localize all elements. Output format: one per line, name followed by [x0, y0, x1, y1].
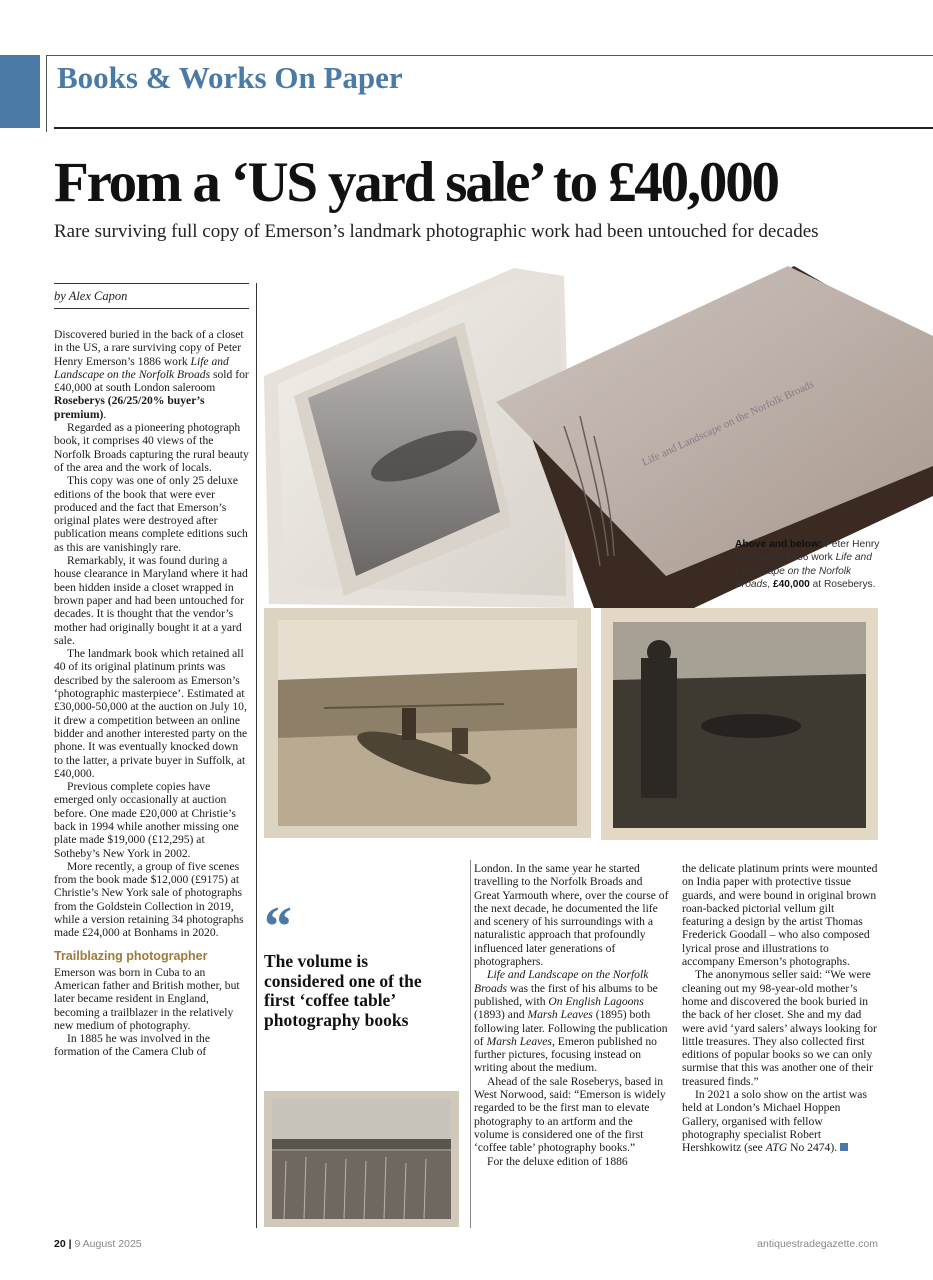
paragraph: London. In the same year he started travelling to the Norfolk Broads and Great Yarmouth where, over the course of the next decade, he documented the life and scenery of his surroundings with a naturalistic approach that profoundly influenced later generations of photographers.: [474, 862, 669, 969]
paragraph: In 2021 a solo show on the artist was held at London’s Michael Hoppen Gallery, organised with fellow photography specialist Robert Hershkowitz (see ATG No 2474).: [682, 1088, 867, 1155]
article-column-4: [682, 862, 878, 1155]
byline-rule-bottom: [54, 308, 249, 309]
paragraph: Regarded as a pioneering photograph book, it comprises 40 views of the Norfolk Broads capturing the rural beauty of the area and the work of locals.: [54, 421, 249, 474]
page-number: 20: [54, 1238, 66, 1250]
photo-caption: Above and below: Peter Henry Emerson’s 1886 work Life and Landscape on the Norfolk Broads, £40,000 at Roseberys.: [735, 539, 880, 590]
footer-page-info: [54, 1238, 142, 1250]
paragraph: Discovered buried in the back of a closet in the US, a rare surviving copy of Peter Henry Emerson’s 1886 work Life and Landscape on the Norfolk Broads sold for £40,000 at south London saleroom Roseberys (26/25/20% buyer’s premium).: [54, 328, 249, 421]
section-color-tab: [0, 55, 40, 128]
paragraph: Remarkably, it was found during a house clearance in Maryland where it had been hidden inside a closet wrapped in brown paper and had been untouched for decades. It is thought that the vendor’s mother had originally bought it at a yard sale.: [54, 554, 248, 647]
rowing-photo: [264, 608, 591, 838]
footer-website[interactable]: antiquestradegazette.com: [757, 1238, 878, 1250]
header-rule: [54, 127, 933, 129]
headline: From a ‘US yard sale’ to £40,000: [54, 151, 778, 214]
end-mark: [840, 1143, 848, 1151]
paragraph: The anonymous seller said: “We were cleaning out my 98-year-old mother’s home and discovered the book buried in the back of her closet. She and my dad were avid ‘yard salers’ always looking for little treasures. They also collected first editions of popular books so we can only surmise that this was another one of their treasured finds.”: [682, 968, 877, 1088]
paragraph: Emerson was born in Cuba to an American father and British mother, but later became resident in England, becoming a trailblazer in the relatively new medium of photography.: [54, 965, 240, 1032]
reeds-photo: [264, 1091, 459, 1227]
paragraph: Ahead of the sale Roseberys, based in West Norwood, said: “Emerson is widely regarded to be the first man to elevate photography to an artform and the volume is considered one of the first ‘coffee table’ photography books.”: [474, 1074, 666, 1155]
subheading: Trailblazing photographer: [54, 948, 208, 963]
byline: by Alex Capon: [54, 289, 128, 303]
boatman-photo: [601, 608, 878, 840]
byline-rule-top: [54, 283, 249, 284]
column-rule-lower: [470, 860, 471, 1228]
issue-date: 9 August 2025: [74, 1238, 142, 1250]
paragraph: The landmark book which retained all 40 of its original platinum prints was described by the saleroom as Emerson’s ‘photographic masterpiece’. Estimated at £30,000-50,000 at the auction on July 10, it drew a competition between an online bidder and another interested party on the phone. It was eventually knocked down to the latter, a private buyer in Suffolk, at £40,000.: [54, 647, 248, 780]
paragraph: In 1885 he was involved in the formation of the Camera Club of: [54, 1032, 210, 1059]
top-rule: [46, 55, 933, 56]
quote-mark: “: [264, 896, 292, 958]
pull-quote: The volume is considered one of the first ‘coffee table’ photography books: [264, 951, 422, 1030]
footer-separator: |: [68, 1238, 72, 1250]
article-column-3: [474, 862, 670, 1168]
paragraph: Life and Landscape on the Norfolk Broads was the first of his albums to be published, with On English Lagoons (1893) and Marsh Leaves (1895) both following later. Following the publication of Marsh Leaves, Emeron published no further pictures, focusing instead on writing about the medium.: [474, 968, 668, 1075]
left-rule: [46, 55, 47, 132]
standfirst: Rare surviving full copy of Emerson’s landmark photographic work had been untouched for decades: [54, 221, 819, 242]
paragraph: For the deluxe edition of 1886: [487, 1154, 628, 1168]
paragraph: the delicate platinum prints were mounted on India paper with protective tissue guards, and were bound in original brown roan-backed pictorial vellum gilt featuring a design by the artist Thomas Frederick Goodall – who also composed lyrical prose and illustrations to accompany Emerson’s photographs.: [682, 862, 878, 969]
paragraph: Previous complete copies have emerged only occasionally at auction before. One made £20,000 at Christie’s back in 1994 while another missing one plate made $19,000 (£12,295) at Sotheby’s New York in 2002.: [54, 780, 239, 860]
section-title: Books & Works On Paper: [57, 60, 403, 95]
cover-title: Life and Landscape on the Norfolk Broads: [640, 378, 816, 469]
column-rule: [256, 283, 257, 1228]
article-column-1: [54, 328, 250, 1059]
paragraph: More recently, a group of five scenes from the book made $12,000 (£9175) at Christie’s New York sale of photographs from the Goldstein Collection in 2019, while a version retaining 34 photographs made £24,000 at Bonhams in 2020.: [54, 859, 244, 940]
paragraph: This copy was one of only 25 deluxe editions of the book that were ever produced and the fact that Emerson’s original plates were destroyed after publication means complete editions such as this are vanishingly rare.: [54, 474, 248, 554]
